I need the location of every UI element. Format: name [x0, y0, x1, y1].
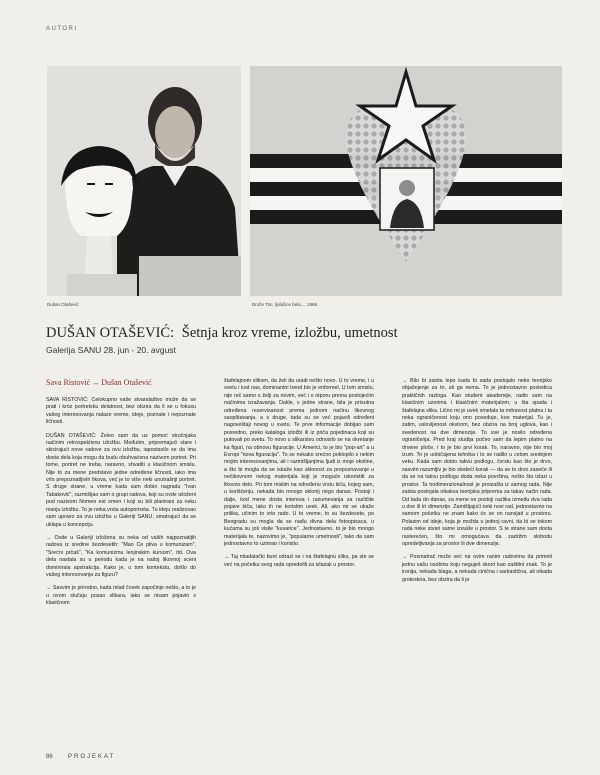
magazine-name: PROJEKAT — [68, 754, 116, 760]
right-photo-caption: Druže Tito, ljubičice bela..., 1969. — [252, 302, 319, 307]
byline-subject: Dušan Otašević — [101, 378, 152, 387]
exhibition-info: Galerija SANU 28. jun - 20. avgust — [46, 345, 176, 355]
byline — [46, 378, 196, 388]
artwork-photo — [250, 66, 562, 296]
text-column-3 — [402, 378, 552, 590]
paragraph: SAVA RISTOVIĆ: Celokupno vaše stvaralaštvo može da se prati i kroz portretsku delatnost, bez obzira da li se u fokusu vašeg interesovanja nalaze vreme, ideje, poznate i nepoznate ličnosti. — [46, 397, 196, 426]
text-column-1 — [46, 378, 196, 614]
artist-photo — [47, 66, 241, 296]
headline-subtitle: Šetnja kroz vreme, izložbu, umetnost — [181, 325, 398, 341]
article-headline — [46, 325, 566, 342]
text-column-2 — [224, 378, 374, 575]
paragraph: → Posmatrač može već na ovim ranim radovima da primeti jednu vašu osobinu koju neguješ skoro kao zaštitni znak. To je ironija, nekada blaga, a nekada cinična i sarkastična, ali nikada groteskna, bez obzira da li je — [402, 554, 552, 583]
section-label: AUTORI — [46, 26, 78, 32]
paragraph: → Bilo bi zaista lepo kada bi sada postojalo neko teorijsko objašnjenje za to, ali ga nema. To je jednostavno posledica praktičnih razloga. Kao student akademije, radio sam na klasičnim uzorima i klasičnim materijalom, u šta spada i štafelajna slika. Lično mi je uvek smetala ta mitravost platna i ta neka ograničenost koju ono poseduje, koo materijal. Tu je, zatim, uslovljenost okvirom, bez obzira na broj uglova, kao i svedenost na dve dimenzije. To sve je nosilo određena ograničenja. Pred kraj studija počeo sam da lepim platno na drvene ploče, i to je bio prvi korak. To, naravno, nije bio moj izum. To je uobičajena tehnika i to se radilo u celom srednjem veku. Kada sam dobio takvu podlogu, čvrstu kao što je drvo, sasvim razumljiv je bio sledeći korak — da se to drvo zaseče ili da se na takvu podlogu doda neka površina, nešto što izlazi u prostor. Ta trodimenzionalnost je proizašla iz samog rada. Nije zaista postojala nikakva teorijska priprema za takav način rada. Od tada do danas, za mene ne postoji razlika između dva rada u dve ili tri dimenzije. Zamišljajući neki novi rad, jednostavno na samom početku ne znam kako će se on razvijati u prostoru. Polazim od ideje, koja je možda u jednoj ravni, da bi se tokom rada neke stvari same izvukle u prostor. S te strane sam dosta rasterećen, što mi omogućava da zadržim slobodu opredeljivanja za prostor ili dve dimenzije. — [402, 378, 552, 547]
headline-separator — [176, 325, 180, 341]
page-number: 86 — [46, 754, 53, 760]
artist-photo-illustration — [47, 66, 241, 296]
paragraph: DUŠAN OTAŠEVIĆ: Želeo sam da uz pomoć stručnjaka načinim retrospektivnu izložbu. Međutim, pripremajući stare i skicirajući nove radove za ovu izložbu, iapostavilo se da ima dosta dela koja mogu da budu obuhvaćena nazivom portret. Pri tome, portret ne treba, naravno, shvatiti u klasičnom smislu. Nije to za mene predstavo jedne određene ličnosti, iako ima vrlo prepoznatljivih likova, već je to više neki unutrašnji portret. S druge strane, u vreme kada sam dobio nagradu "Ivan Tabaković", razmišljao sam o grupi radova, koji su ovde izloženi pod nazivom Nomen est omen i koji su bili planirani za neku manju izložbu. To je neka vrsta autoportreta. Tu ideju realizovao sam upravo za ovu izložbu u Galeriji SANU, smatrajući da se uklapa u koncepciju. — [46, 432, 196, 528]
left-photo-caption: Dušan Otašević — [47, 302, 79, 307]
headline-artist: DUŠAN OTAŠEVIĆ: — [46, 325, 175, 341]
artwork-illustration — [250, 66, 562, 296]
paragraph: štafelajnom slikom, da želi da uradi nešto novo. U to vreme, i u svetu i kod nas, dominantni trend bio je enformel. U tom smislu, nije reč samo o želji za novim, već i o otporu prema postojećim načinima izražavanja. Dakle, s jedne strane, bila je prisutna određena rezervisanost prema jednom načinu likovnog saopštavanja, a s druge, tada su se već pojavili određeni nagoveštaji novog u svetu. Te prve informacije dobijao sam posredno, preko kataloga izložbi ili iz priča pojedinaca koji su putovali po svetu. To novo u slikarstvu odnosilo se na okretanje ka figuri, na obnovu figuracije. U Americi, to je bio "pop-art" a u Evropi "nova figuracija". To se nekako srećno poklopilo s nekim mojim interesovanjima, ali i razmišljanjima ljudi iz moje okoline, a što bi mogla da se iskaže kao sklonost za prepoznavanje u nečikovnom nekog materijala koji je moguće iskoristiti za likovno delo. Pri tom mislim na određenu vrstu kiča, kojeg sam, u korišćenju, nekada bio mnogo sklonij nego danas. Postoji i dalje, kod mene dosta interesa i razumevanja za različite pojave kiča, iako ih ne koristim uvek. Ali, ako mi se ukaže prilika, učinim to vrlo rado. U to vreme, to su šezdesete, po Beogradu su mogla da se nađu divna dela fotoopisaca, u kućama su još visile "kuvarice". Jednostavno, to je bio mnogo materijala te, nazovimo je, "popularne umetnosti", tako da sam jednostavno to uzimao i koristio. — [224, 378, 374, 547]
paragraph: → Ovde u Galeriji izložena su neka od vaših najpoznatijih radova iz sredine šezdesetih: "Mao Ce pliva u komunizam", "Srećni prčaš", "Ka komunizmu lenjinskim kursom", itd. Ova dela nastala su u periodu kada je na našoj likovnoj sceni dominirala apstrakcija. Kako je, u tom kontekstu, došlo do vašeg interesovanja za figuru? — [46, 534, 196, 578]
paragraph: → Taj mladalački bunt odrazi se i na štafelajnu sliku, pa ste se već na početku svog rada opredelili za izlazak u prostor. — [224, 554, 374, 568]
byline-arrow: ↔ — [92, 379, 100, 387]
byline-author: Sava Ristović — [46, 378, 91, 387]
paragraph: → Sasvim je prirodno, kada mlad čovek započinje nešto, a to je u ovom slučaju posao slikara, iako se nisam pojavio s klasičnom — [46, 585, 196, 607]
